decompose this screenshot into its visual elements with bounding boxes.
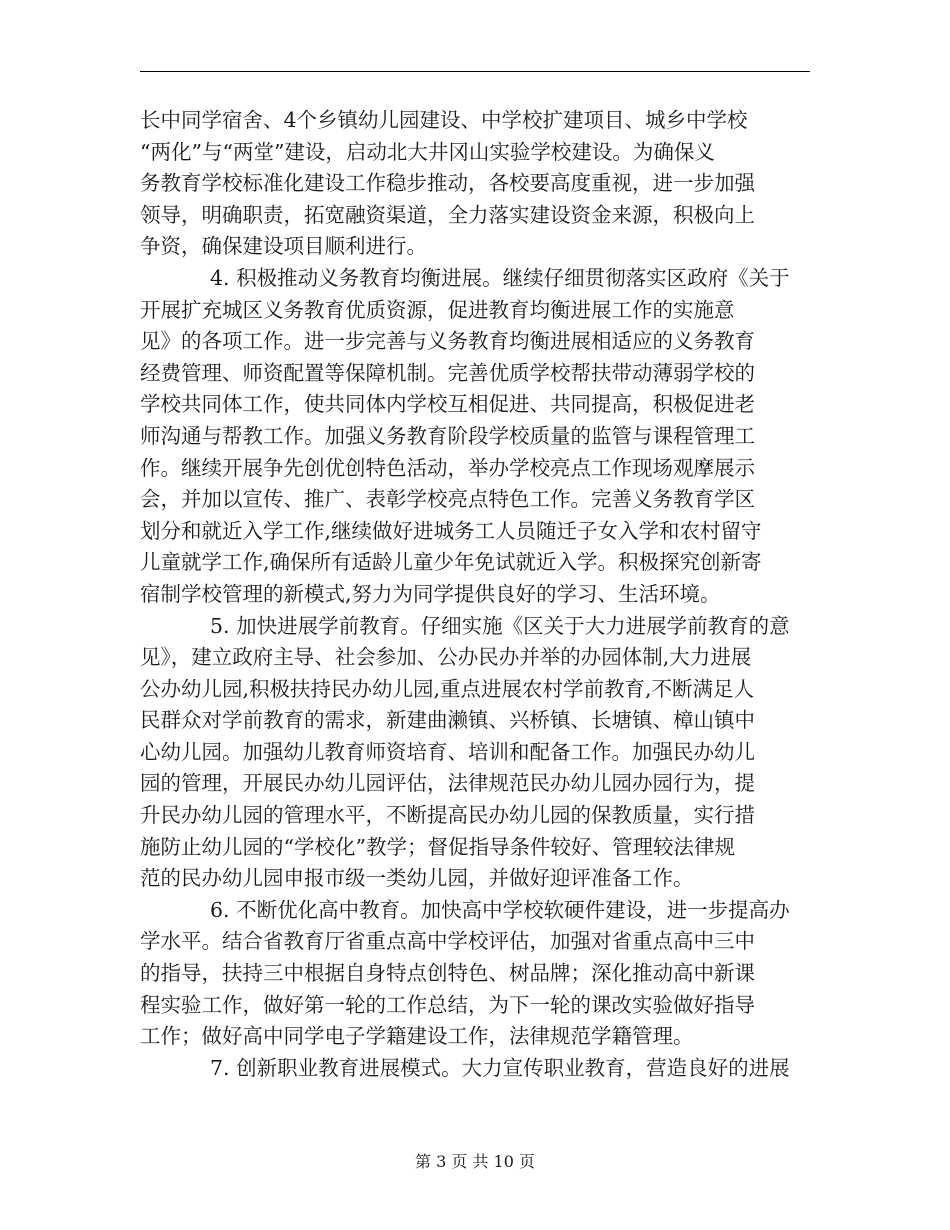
text-line: 见》，建立政府主导、社会参加、公办民办并举的办园体制,大力进展	[140, 645, 752, 670]
text-line: 心幼儿园。加强幼儿教育师资培育、培训和配备工作。加强民办幼儿	[140, 739, 755, 764]
text-line: 公办幼儿园,积极扶持民办幼儿园,重点进展农村学前教育,不断满足人	[140, 676, 755, 701]
paragraph-first-line: 6. 不断优化高中教育。加快高中学校软硬件建设，进一步提高办	[210, 897, 790, 922]
paragraph-first-line: 5. 加快进展学前教育。仔细实施《区关于大力进展学前教育的意	[210, 613, 790, 638]
page-footer: 第 3 页 共 10 页	[415, 1152, 535, 1171]
text-line: 务教育学校标准化建设工作稳步推动，各校要高度重视，进一步加强	[140, 171, 755, 196]
text-line: 宿制学校管理的新模式,努力为同学提供良好的学习、生活环境。	[140, 581, 721, 606]
text-line: 的指导，扶持三中根据自身特点创特色、树品牌；深化推动高中新课	[140, 961, 755, 986]
text-line: 划分和就近入学工作,继续做好进城务工人员随迁子女入学和农村留守	[140, 518, 762, 543]
text-line: 施防止幼儿园的“学校化”教学；督促指导条件较好、管理较法律规	[140, 834, 735, 859]
text-line: 程实验工作，做好第一轮的工作总结，为下一轮的课改实验做好指导	[140, 992, 755, 1017]
paragraph-first-line: 4. 积极推动义务教育均衡进展。继续仔细贯彻落实区政府《关于	[210, 265, 790, 290]
text-line: 工作；做好高中同学电子学籍建设工作，法律规范学籍管理。	[140, 1024, 694, 1049]
paragraph-first-line: 7. 创新职业教育进展模式。大力宣传职业教育，营造良好的进展	[210, 1055, 790, 1080]
text-line: 领导，明确职责，拓宽融资渠道，全力落实建设资金来源，积极向上	[140, 202, 755, 227]
text-line: 学水平。结合省教育厅省重点高中学校评估，加强对省重点高中三中	[140, 929, 755, 954]
header-rule	[140, 71, 810, 72]
text-line: 经费管理、师资配置等保障机制。完善优质学校帮扶带动薄弱学校的	[140, 360, 755, 385]
text-line: 民群众对学前教育的需求，新建曲濑镇、兴桥镇、长塘镇、樟山镇中	[140, 708, 755, 733]
text-line: 儿童就学工作,确保所有适龄儿童少年免试就近入学。积极探究创新寄	[140, 550, 762, 575]
text-line: 范的民办幼儿园申报市级一类幼儿园，并做好迎评准备工作。	[140, 866, 694, 891]
text-line: 升民办幼儿园的管理水平，不断提高民办幼儿园的保教质量，实行措	[140, 803, 755, 828]
text-line: 争资，确保建设项目顺利进行。	[140, 234, 427, 259]
text-line: 园的管理，开展民办幼儿园评估，法律规范民办幼儿园办园行为，提	[140, 771, 755, 796]
text-line: 见》的各项工作。进一步完善与义务教育均衡进展相适应的义务教育	[140, 329, 755, 354]
text-line: 师沟通与帮教工作。加强义务教育阶段学校质量的监管与课程管理工	[140, 423, 755, 448]
text-line: 学校共同体工作，使共同体内学校互相促进、共同提高，积极促进老	[140, 392, 755, 417]
text-line: 长中同学宿舍、4个乡镇幼儿园建设、中学校扩建项目、城乡中学校	[140, 108, 748, 132]
document-body	[140, 105, 812, 1084]
text-line: 开展扩充城区义务教育优质资源，促进教育均衡进展工作的实施意	[140, 297, 735, 322]
text-line: “两化”与“两堂”建设，启动北大井冈山实验学校建设。为确保义	[140, 139, 715, 164]
text-line: 会，并加以宣传、推广、表彰学校亮点特色工作。完善义务教育学区	[140, 487, 755, 512]
text-line: 作。继续开展争先创优创特色活动，举办学校亮点工作现场观摩展示	[140, 455, 755, 480]
